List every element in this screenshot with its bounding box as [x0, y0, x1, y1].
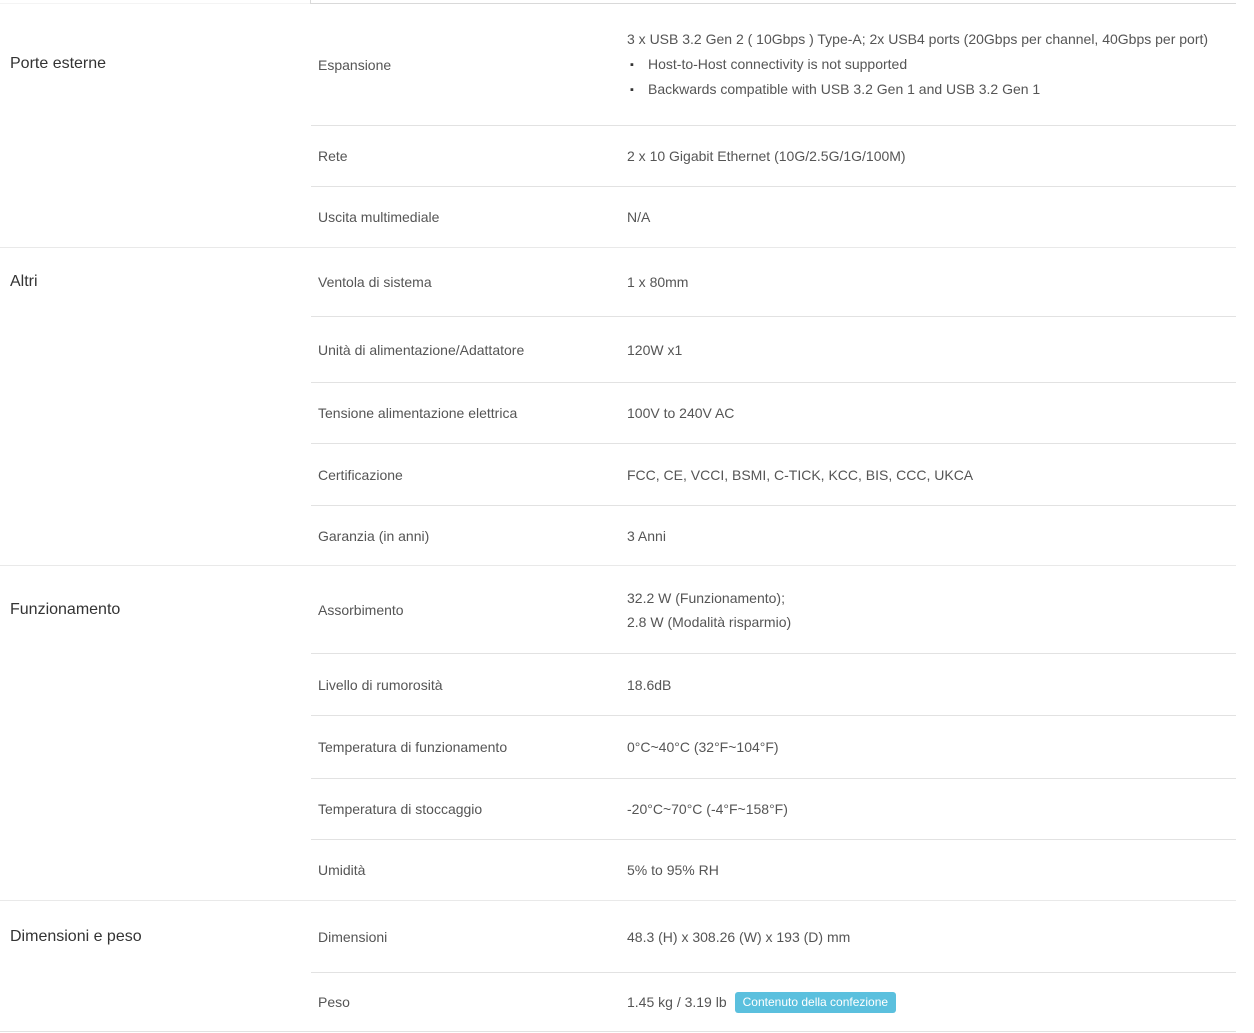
square-bullet-icon	[630, 52, 648, 77]
spec-row-assorbimento	[311, 566, 1236, 653]
spec-value: FCC, CE, VCCI, BSMI, C-TICK, KCC, BIS, CCC, UKCA	[627, 466, 974, 483]
spec-label: Unità di alimentazione/Adattatore	[318, 341, 525, 358]
spec-value: -20°C~70°C (-4°F~158°F)	[627, 801, 788, 817]
spec-row-peso	[311, 972, 1236, 1031]
spec-value	[620, 27, 1236, 102]
category-label-dimensioni-e-peso: Dimensioni e peso	[10, 927, 142, 945]
spec-value: 120W x1	[627, 341, 683, 358]
spec-label: Certificazione	[318, 466, 403, 483]
section-funzionamento	[0, 565, 1236, 900]
spec-label: Rete	[318, 148, 348, 164]
category-label-funzionamento: Funzionamento	[10, 600, 121, 618]
value-main: 1.45 kg / 3.19 lb	[627, 994, 727, 1010]
square-bullet-icon	[630, 77, 648, 102]
value-bullet-list	[627, 52, 1236, 102]
spec-value: 3 Anni	[627, 527, 666, 544]
spec-row-uscita-multimediale	[311, 186, 1236, 247]
spec-label: Temperatura di funzionamento	[318, 739, 508, 755]
section-dimensioni-e-peso	[0, 900, 1236, 1031]
spec-row-umidita	[311, 839, 1236, 900]
spec-row-certificazione	[311, 443, 1236, 505]
package-contents-badge[interactable]: Contenuto della confezione	[735, 992, 896, 1013]
spec-value: 18.6dB	[627, 676, 672, 693]
spec-row-unita-di-alimentazione	[311, 316, 1236, 382]
category-label-altri: Altri	[10, 273, 38, 290]
spec-label: Dimensioni	[318, 928, 388, 945]
spec-value: 48.3 (H) x 308.26 (W) x 193 (D) mm	[627, 928, 851, 945]
section-altri	[0, 247, 1236, 565]
section-rows	[311, 901, 1236, 1031]
spec-value	[620, 586, 1236, 634]
bullet-item	[627, 77, 1236, 102]
section-rows	[311, 566, 1236, 900]
spec-value: 2 x 10 Gigabit Ethernet (10G/2.5G/1G/100M)	[627, 148, 906, 164]
spec-row-espansione	[311, 4, 1236, 125]
spec-label: Garanzia (in anni)	[318, 527, 430, 544]
spec-label: Umidità	[318, 862, 366, 878]
value-main: 3 x USB 3.2 Gen 2 ( 10Gbps ) Type-A; 2x USB4 ports (20Gbps per channel, 40Gbps per port)	[627, 31, 1209, 47]
section-rows	[311, 3, 1236, 247]
spec-row-tensione-alimentazione	[311, 382, 1236, 443]
spec-label: Espansione	[318, 56, 392, 73]
spec-row-ventola-di-sistema	[311, 248, 1236, 316]
spec-row-garanzia	[311, 505, 1236, 565]
spec-row-temperatura-di-stoccaggio	[311, 778, 1236, 839]
section-rows	[311, 248, 1236, 565]
section-porte-esterne	[0, 0, 1236, 247]
spec-label: Peso	[318, 994, 350, 1010]
bullet-item	[627, 52, 1236, 77]
spec-row-dimensioni	[311, 901, 1236, 972]
value-line: 2.8 W (Modalità risparmio)	[627, 613, 792, 630]
spec-row-temperatura-di-funzionamento	[311, 715, 1236, 778]
bullet-text: Host-to-Host connectivity is not supported	[648, 56, 908, 72]
category-label-porte-esterne: Porte esterne	[0, 3, 311, 124]
spec-label: Ventola di sistema	[318, 274, 432, 290]
spec-label: Temperatura di stoccaggio	[318, 801, 483, 817]
spec-label: Livello di rumorosità	[318, 676, 443, 693]
spec-value: 1 x 80mm	[627, 274, 689, 290]
spec-row-livello-di-rumorosita	[311, 653, 1236, 715]
spec-label: Tensione alimentazione elettrica	[318, 405, 518, 421]
spec-row-rete	[311, 125, 1236, 186]
spec-value: 5% to 95% RH	[627, 862, 719, 878]
spec-label: Uscita multimediale	[318, 209, 440, 225]
spec-label: Assorbimento	[318, 601, 404, 618]
value-line: 32.2 W (Funzionamento);	[627, 589, 785, 606]
spec-value: N/A	[627, 209, 651, 225]
spec-value: 0°C~40°C (32°F~104°F)	[627, 739, 779, 755]
bullet-text: Backwards compatible with USB 3.2 Gen 1 and USB 3.2 Gen 1	[648, 81, 1041, 97]
spec-value	[620, 990, 1236, 1014]
spec-value: 100V to 240V AC	[627, 405, 735, 421]
